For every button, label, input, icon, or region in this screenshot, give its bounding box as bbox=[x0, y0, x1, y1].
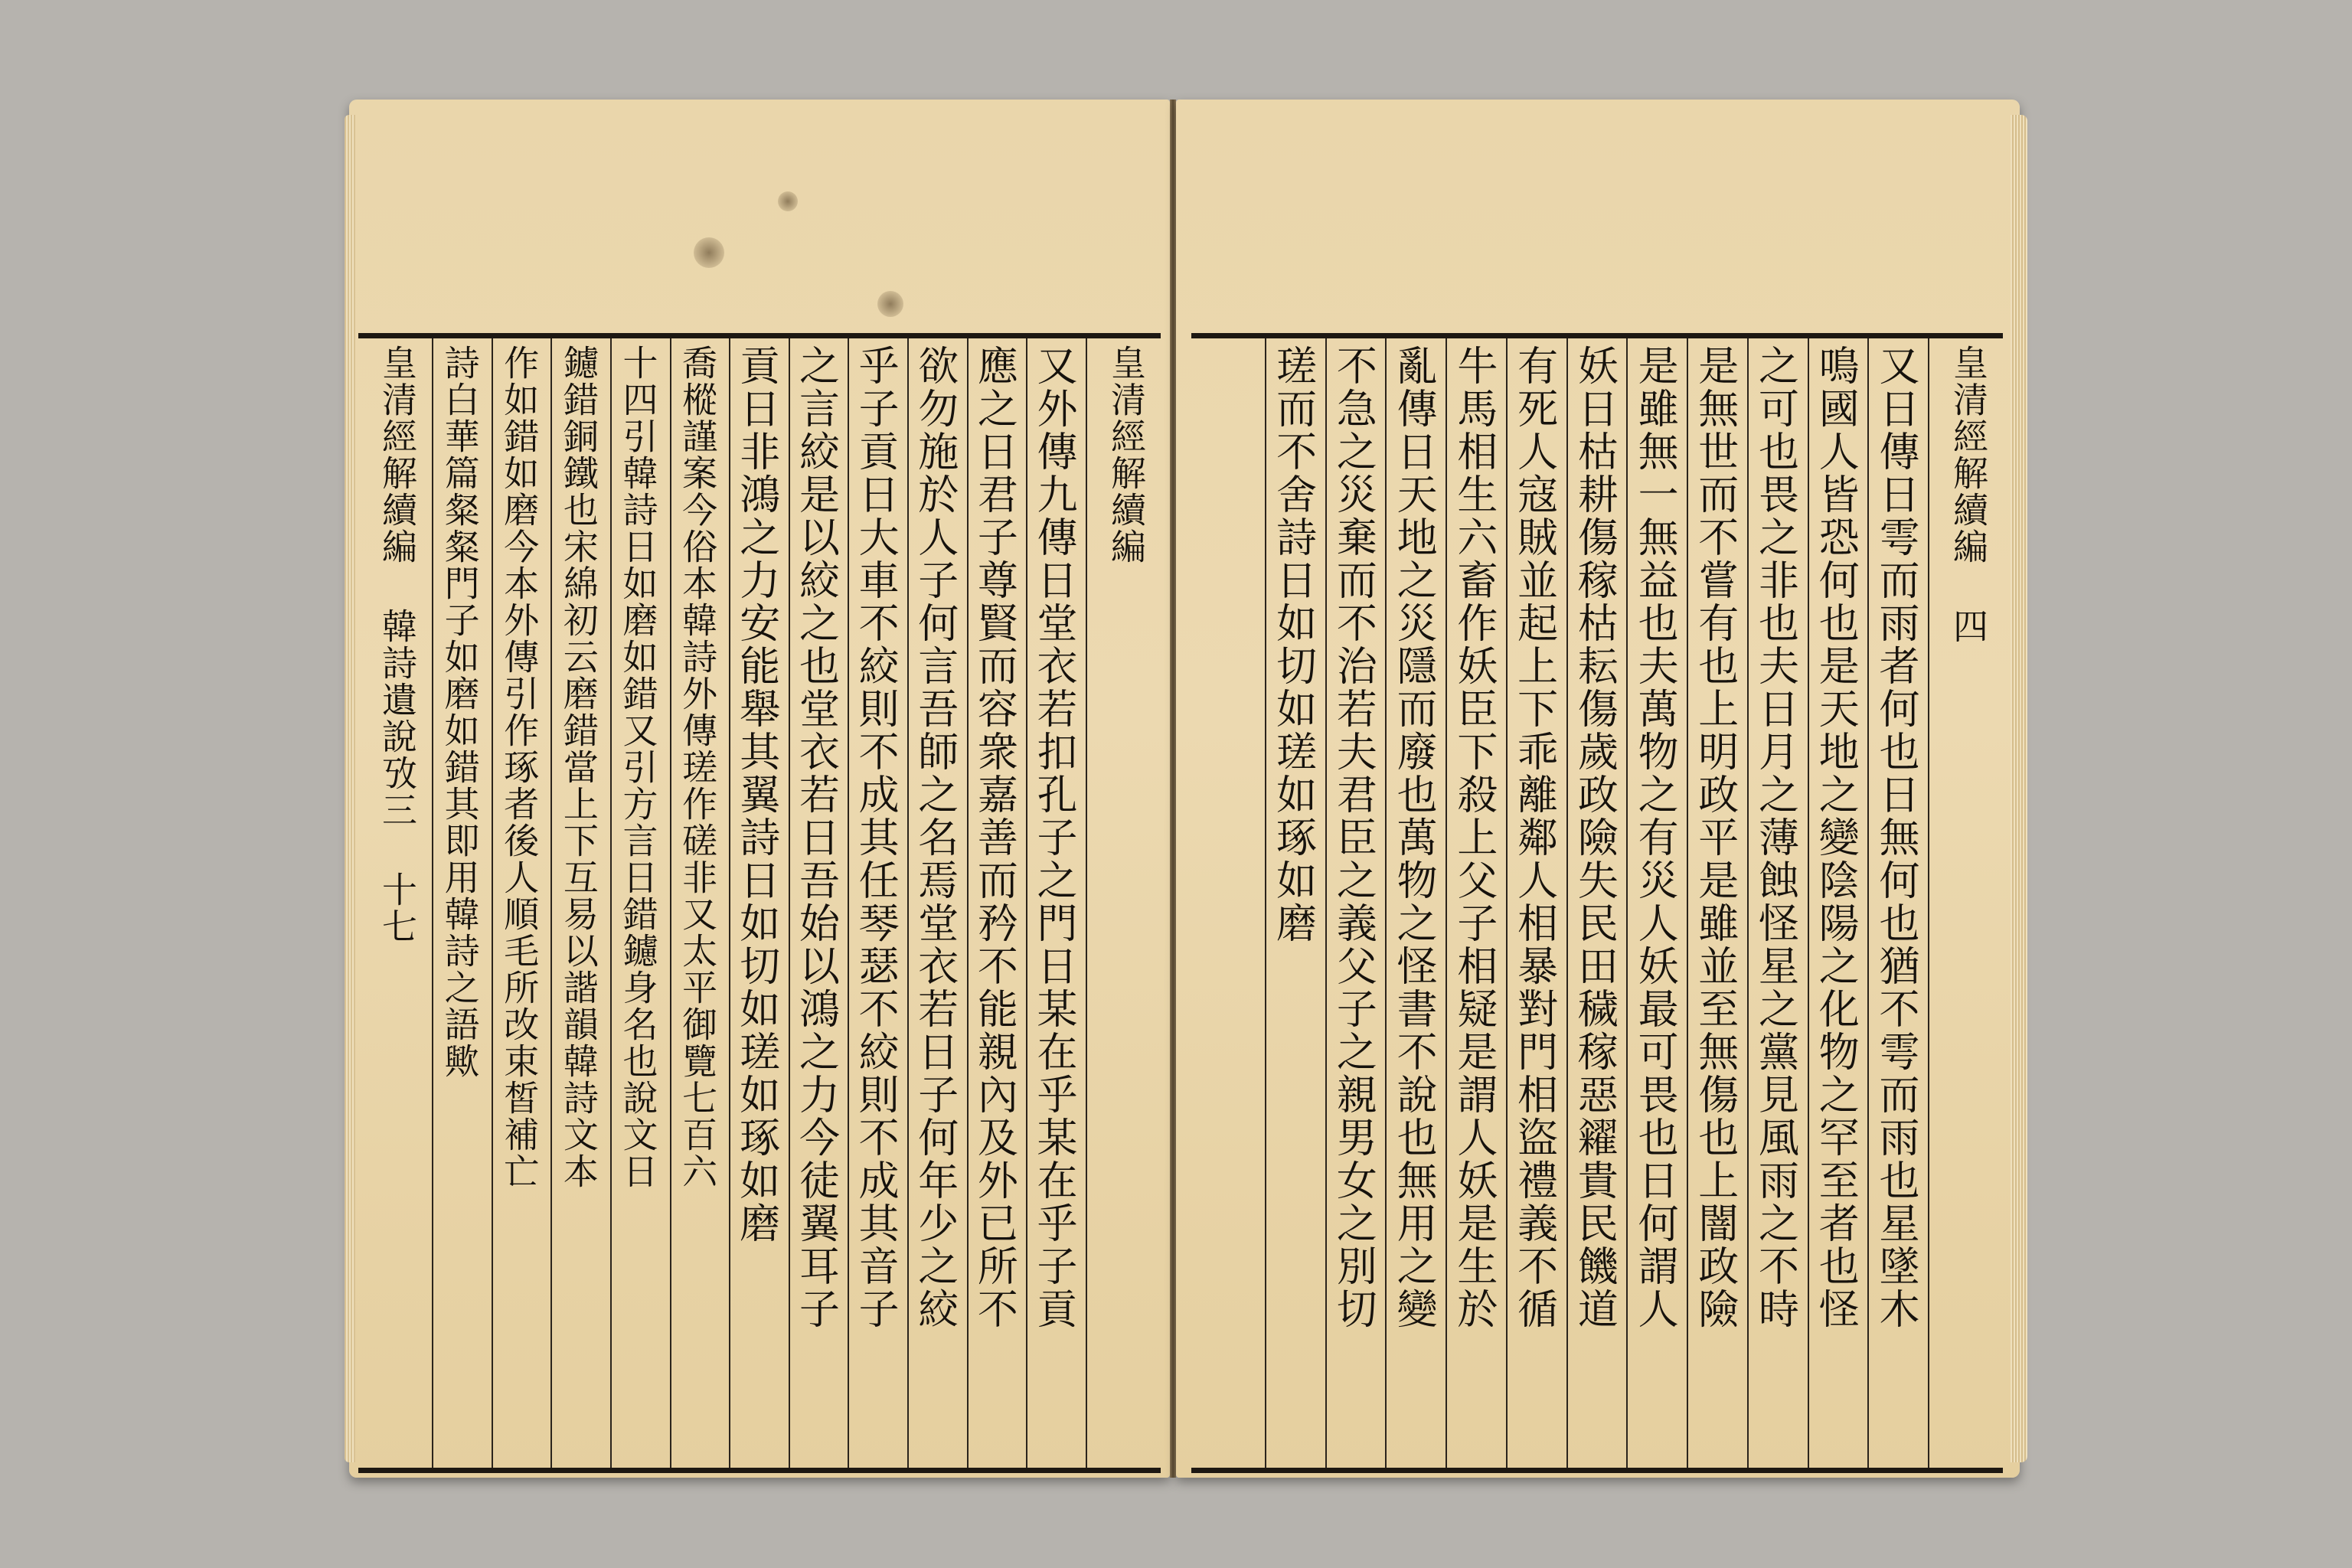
margin-column bbox=[1191, 338, 1265, 1468]
text-column: 貢日非鴻之力安能舉其翼詩日如切如瑳如琢如磨 bbox=[729, 338, 789, 1468]
text-column: 詩白華篇粲粲門子如磨如錯其即用韓詩之語歟 bbox=[432, 338, 492, 1468]
page-number: 十七 bbox=[376, 871, 418, 945]
text-column: 瑳而不舍詩日如切如瑳如琢如磨 bbox=[1265, 338, 1325, 1468]
text-column: 乎子貢日大車不絞則不成其任琴瑟不絞則不成其音子 bbox=[848, 338, 907, 1468]
section-label: 韓詩遺說攷三 bbox=[376, 608, 418, 828]
text-column: 妖日枯耕傷稼枯耘傷歲政險失民田穢稼惡糴貴民饑道 bbox=[1566, 338, 1627, 1468]
ink-spot bbox=[694, 237, 724, 268]
text-column: 鳴國人皆恐何也是天地之變陰陽之化物之罕至者也怪 bbox=[1808, 338, 1868, 1468]
text-column: 欲勿施於人子何言吾師之名焉堂衣若日子何年少之絞 bbox=[907, 338, 967, 1468]
page-edges bbox=[345, 115, 355, 1462]
text-column: 牛馬相生六畜作妖臣下殺上父子相疑是謂人妖是生於 bbox=[1446, 338, 1506, 1468]
text-column: 之可也畏之非也夫日月之薄蝕怪星之黨見風雨之不時 bbox=[1747, 338, 1808, 1468]
page-edges bbox=[2011, 115, 2027, 1462]
text-column: 不急之災棄而不治若夫君臣之義父子之親男女之別切 bbox=[1325, 338, 1386, 1468]
text-column: 之言絞是以絞之也堂衣若日吾始以鴻之力今徒翼耳子 bbox=[789, 338, 848, 1468]
ink-spot bbox=[877, 291, 903, 317]
text-column: 是雖無一無益也夫萬物之有災人妖最可畏也日何謂人 bbox=[1626, 338, 1687, 1468]
book-gutter bbox=[1170, 100, 1176, 1478]
text-column: 鑢錯銅鐵也宋綿初云磨錯當上下互易以諧韻韓詩文本 bbox=[550, 338, 610, 1468]
text-frame bbox=[358, 333, 1161, 1473]
ink-spot bbox=[778, 191, 798, 211]
margin-column bbox=[1928, 338, 2003, 1468]
text-column: 是無世而不嘗有也上明政平是雖並至無傷也上闇政險 bbox=[1687, 338, 1747, 1468]
text-frame bbox=[1191, 333, 2003, 1473]
margin-column bbox=[358, 338, 432, 1468]
open-book bbox=[349, 90, 2020, 1484]
margin-title: 皇清經解續編 bbox=[1948, 345, 1989, 565]
right-page bbox=[1176, 100, 2020, 1478]
margin-column bbox=[1086, 338, 1161, 1468]
text-column: 十四引韓詩日如磨如錯又引方言日錯鑢身名也說文日 bbox=[610, 338, 670, 1468]
text-column: 亂傳日天地之災隱而廢也萬物之怪書不說也無用之變 bbox=[1385, 338, 1446, 1468]
text-column: 喬樅謹案今俗本韓詩外傳瑳作磋非又太平御覽七百六 bbox=[670, 338, 730, 1468]
margin-title: 皇清經解續編 bbox=[1106, 345, 1147, 565]
text-column: 又外傳九傳日堂衣若扣孔子之門日某在乎某在乎子貢 bbox=[1026, 338, 1086, 1468]
page-number: 四 bbox=[1948, 608, 1989, 645]
text-column: 應之日君子尊賢而容衆嘉善而矜不能親內及外已所不 bbox=[967, 338, 1027, 1468]
margin-title: 皇清經解續編 bbox=[376, 345, 418, 565]
text-column: 又日傳日雩而雨者何也日無何也猶不雩而雨也星墜木 bbox=[1867, 338, 1928, 1468]
text-column: 有死人寇賊並起上下乖離鄰人相暴對門相盜禮義不循 bbox=[1506, 338, 1566, 1468]
text-column: 作如錯如磨今本外傳引作琢者後人順毛所改束皙補亡 bbox=[492, 338, 551, 1468]
left-page bbox=[349, 100, 1170, 1478]
